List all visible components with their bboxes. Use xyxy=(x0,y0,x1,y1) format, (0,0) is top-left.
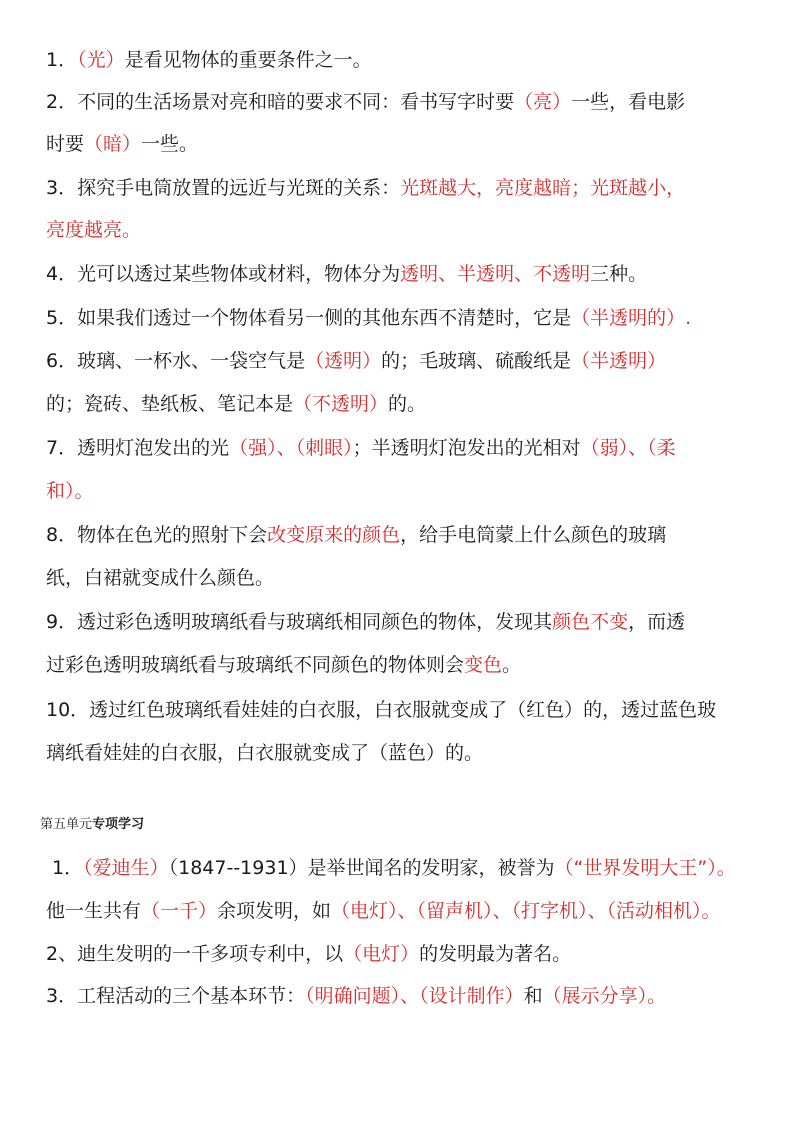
answer-text: 光斑越大，亮度越暗；光斑越小， xyxy=(400,177,686,199)
answer-text: （透明） xyxy=(305,350,382,372)
text-line xyxy=(46,651,521,679)
question-text: 时要 xyxy=(46,133,85,155)
answer-text: （亮） xyxy=(514,91,572,113)
question-text: 9．透过彩色透明玻璃纸看与玻璃纸相同颜色的物体，发现其 xyxy=(46,611,553,633)
question-text: 。 xyxy=(502,654,522,676)
answer-text: （“世界发明大王”）。 xyxy=(554,857,736,879)
question-text: 7．透明灯泡发出的光 xyxy=(46,437,230,459)
section-heading xyxy=(40,816,144,834)
question-text: 余项发明，如 xyxy=(217,900,332,922)
question-text: （1847--1931）是举世闻名的发明家，被誉为 xyxy=(168,857,555,879)
question-text: 他一生共有 xyxy=(46,900,142,922)
question-text: 的发明最为著名。 xyxy=(419,943,572,965)
text-line xyxy=(46,434,676,462)
answer-text: 改变原来的颜色 xyxy=(267,524,401,546)
question-text: 过彩色透明玻璃纸看与玻璃纸不同颜色的物体则会 xyxy=(46,654,465,676)
question-text: 一些。 xyxy=(141,133,199,155)
question-text: 和 xyxy=(523,985,543,1007)
text-line xyxy=(46,174,685,202)
question-text: 纸，白裙就变成什么颜色。 xyxy=(46,567,275,589)
text-line xyxy=(46,477,94,505)
text-line xyxy=(46,940,571,968)
text-line xyxy=(46,564,274,592)
answer-text: （光） xyxy=(77,49,125,71)
question-text: 8．物体在色光的照射下会 xyxy=(46,524,268,546)
question-text: 3．探究手电筒放置的远近与光斑的关系： xyxy=(46,177,401,199)
text-line xyxy=(46,216,141,244)
text-line xyxy=(46,260,647,288)
question-text: ；半透明灯泡发出的光相对 xyxy=(352,437,581,459)
text-line xyxy=(46,304,691,332)
answer-text: （电灯） xyxy=(343,943,420,965)
text-line xyxy=(46,347,666,375)
question-text: 5．如果我们透过一个物体看另一侧的其他东西不清楚时，它是 xyxy=(46,307,572,329)
answer-text: 和）。 xyxy=(46,480,94,502)
text-line xyxy=(46,130,198,158)
question-text: ，给手电筒蒙上什么颜色的玻璃 xyxy=(400,524,667,546)
answer-text: （爱迪生） xyxy=(83,857,169,879)
question-text: ，而透 xyxy=(628,611,686,633)
text-line xyxy=(46,390,426,418)
question-text: 10．透过红色玻璃纸看娃娃的白衣服，白衣服就变成了（红色）的，透过蓝色玻 xyxy=(46,699,717,721)
answer-text: 透明、半透明、不透明 xyxy=(400,263,591,285)
text-line xyxy=(46,46,372,74)
question-text: 璃纸看娃娃的白衣服，白衣服就变成了（蓝色）的。 xyxy=(46,742,484,764)
answer-text: （半透明的）. xyxy=(571,307,692,329)
answer-text: （展示分享）。 xyxy=(542,985,667,1007)
question-text: 1． xyxy=(46,49,78,71)
answer-text: （明确问题）、（设计制作） xyxy=(305,985,524,1007)
answer-text: （半透明） xyxy=(571,350,667,372)
question-text: 的；瓷砖、垫纸板、笔记本是 xyxy=(46,393,294,415)
question-text: 三种。 xyxy=(590,263,648,285)
answer-text: （一千） xyxy=(141,900,218,922)
answer-text: 颜色不变 xyxy=(552,611,629,633)
question-text: 4．光可以透过某些物体或材料，物体分为 xyxy=(46,263,401,285)
question-text: 2．不同的生活场景对亮和暗的要求不同：看书写字时要 xyxy=(46,91,515,113)
text-line xyxy=(46,897,721,925)
text-line xyxy=(46,982,666,1010)
text-line xyxy=(46,739,483,767)
question-text: 6．玻璃、一杯水、一袋空气是 xyxy=(46,350,306,372)
text-line xyxy=(46,521,666,549)
question-text: 3．工程活动的三个基本环节： xyxy=(46,985,306,1007)
answer-text: （弱）、（柔 xyxy=(580,437,676,459)
answer-text: （不透明） xyxy=(293,393,389,415)
section-title: 专项学习 xyxy=(92,817,145,832)
answer-text: （暗） xyxy=(84,133,142,155)
question-text: 一些，看电影 xyxy=(571,91,686,113)
text-line xyxy=(46,608,685,636)
answer-text: 亮度越亮。 xyxy=(46,219,142,241)
answer-text: 变色 xyxy=(464,654,503,676)
text-line xyxy=(46,88,685,116)
answer-text: （强）、（刺眼） xyxy=(229,437,353,459)
question-text: 的；毛玻璃、硫酸纸是 xyxy=(381,350,572,372)
question-text: 2、迪生发明的一千多项专利中，以 xyxy=(46,943,344,965)
answer-text: （电灯）、（留声机）、（打字机）、（活动相机）。 xyxy=(331,900,721,922)
section-prefix: 第五单元 xyxy=(40,817,93,832)
text-line xyxy=(46,696,716,724)
question-text: 是看见物体的重要条件之一。 xyxy=(124,49,372,71)
question-text: 的。 xyxy=(388,393,427,415)
text-line xyxy=(52,854,736,882)
question-text: 1． xyxy=(52,857,84,879)
